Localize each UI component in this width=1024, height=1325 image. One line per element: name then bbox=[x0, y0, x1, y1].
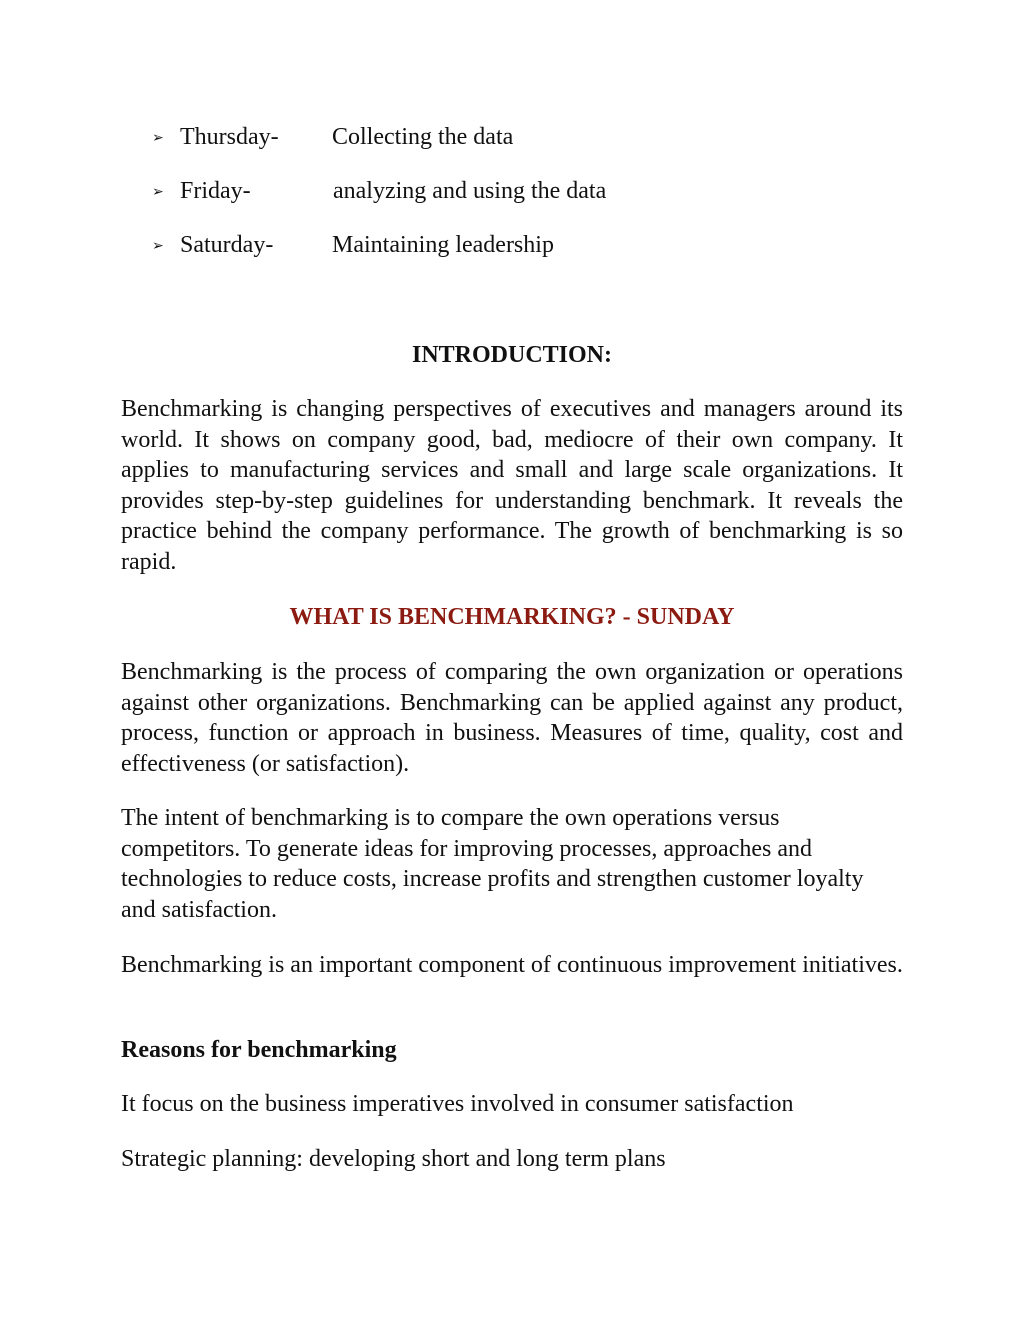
schedule-task: Collecting the data bbox=[332, 124, 514, 150]
schedule-day: Saturday- bbox=[180, 232, 274, 258]
benchmarking-paragraph-component: Benchmarking is an important component of continuous improvement initiatives. bbox=[121, 952, 903, 978]
arrow-bullet-icon: ➢ bbox=[152, 130, 164, 146]
arrow-bullet-icon: ➢ bbox=[152, 238, 164, 254]
reason-item: It focus on the business imperatives involved in consumer satisfaction bbox=[121, 1091, 794, 1117]
schedule-task: Maintaining leadership bbox=[332, 232, 554, 258]
schedule-task: analyzing and using the data bbox=[333, 178, 607, 204]
schedule-day: Thursday- bbox=[180, 124, 279, 150]
benchmarking-paragraph-definition: Benchmarking is the process of comparing the own organization or operations against other organizations. Benchmarking can be applied against any product, process, function or approach in business. Measures of time, quality, cost and effectiveness (or satisfaction). bbox=[121, 659, 903, 777]
benchmarking-heading: WHAT IS BENCHMARKING? - SUNDAY bbox=[289, 604, 735, 630]
reasons-heading: Reasons for benchmarking bbox=[121, 1037, 397, 1063]
benchmarking-paragraph-intent: The intent of benchmarking is to compare the own operations versus competitors. To generate ideas for improving processes, approaches and technologies to reduce costs, increase profits and strengthen customer loyalty and satisfaction. bbox=[121, 805, 864, 923]
introduction-paragraph: Benchmarking is changing perspectives of executives and managers around its world. It shows on company good, bad, mediocre of their own company. It applies to manufacturing services and small and large scale organizations. It provides step-by-step guidelines for understanding benchmark. It reveals the practice behind the company performance. The growth of benchmarking is so rapid. bbox=[121, 396, 903, 575]
reason-item: Strategic planning: developing short and long term plans bbox=[121, 1146, 666, 1172]
schedule-day: Friday- bbox=[180, 178, 251, 204]
arrow-bullet-icon: ➢ bbox=[152, 184, 164, 200]
introduction-heading: INTRODUCTION: bbox=[411, 342, 612, 368]
